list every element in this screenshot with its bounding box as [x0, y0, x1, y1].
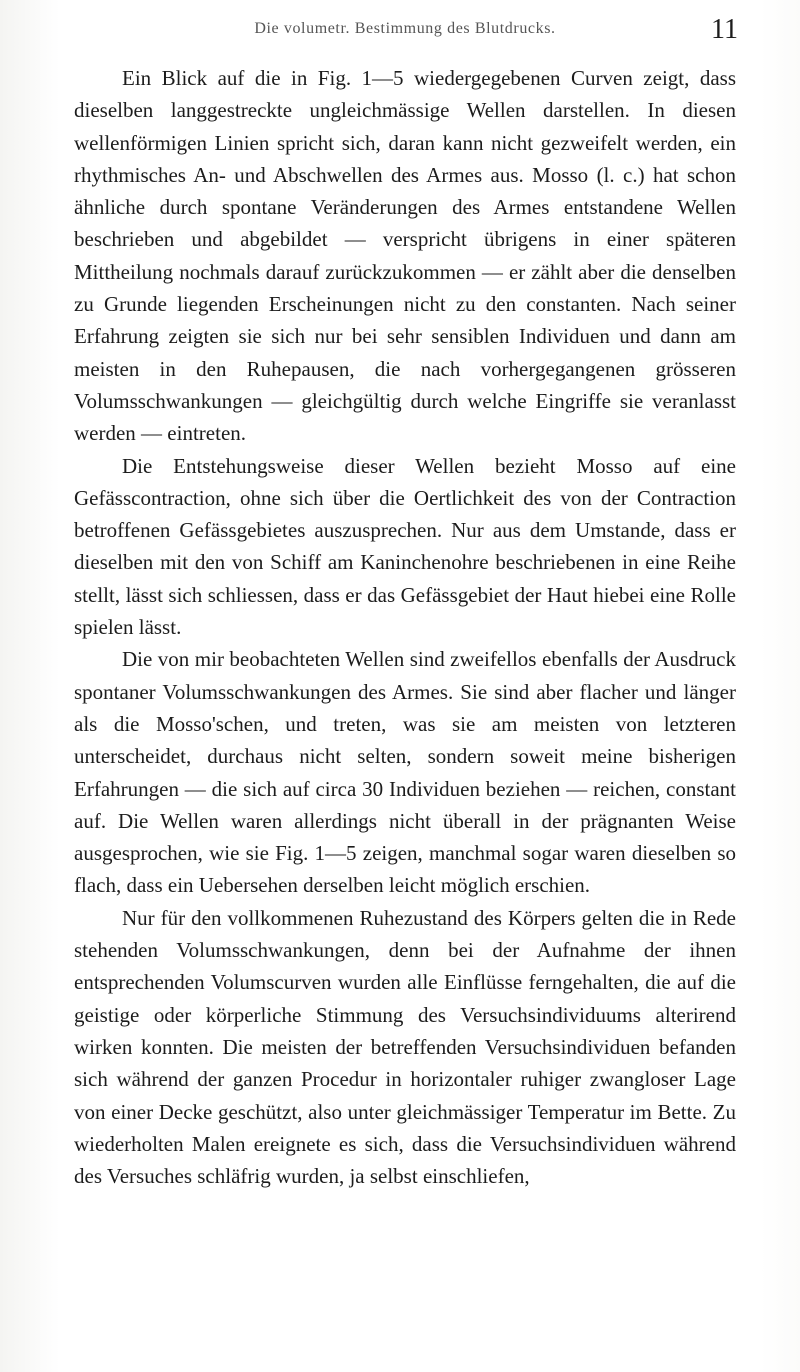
running-title: Die volumetr. Bestimmung des Blutdrucks.	[254, 20, 556, 37]
paragraph-curve-waves: Ein Blick auf die in Fig. 1—5 wiedergegebenen Curven zeigt, dass dieselben langgestreckte ungleichmässige Wellen darstellen. In diesen wellenförmigen Linien spricht sich, daran kann nicht gezweifelt werden, ein rhythmisches An- und Abschwellen des Armes aus. Mosso (l. c.) hat schon ähnliche durch spontane Veränderungen des Armes entstandene Wellen beschrieben und abgebildet — verspricht übrigens in einer späteren Mittheilung nochmals darauf zurückzukommen — er zählt aber die denselben zu Grunde liegenden Erscheinungen nicht zu den constanten. Nach seiner Erfahrung zeigten sie sich nur bei sehr sensiblen Individuen und dann am meisten in den Ruhepausen, die nach vorhergegangenen grösseren Volumsschwankungen — gleichgültig durch welche Eingriffe sie veranlasst werden — eintreten.	[74, 66, 736, 446]
paragraph-rest-state: Nur für den vollkommenen Ruhezustand des Körpers gelten die in Rede stehenden Volumsschwankungen, denn bei der Aufnahme der ihnen entsprechenden Volumscurven wurden alle Einflüsse ferngehalten, die auf die geistige oder körperliche Stimmung des Versuchsindividuums alterirend wirken konnten. Die meisten der betreffenden Versuchsindividuen befanden sich während der ganzen Procedur in horizontaler ruhiger zwangloser Lage von einer Decke geschützt, also unter gleichmässiger Temperatur im Bette. Zu wiederholten Malen ereignete es sich, dass die Versuchsindividuen während des Versuches schläfrig wurden, ja selbst einschliefen,	[74, 905, 736, 1189]
body-text	[74, 62, 736, 1192]
paragraph-own-observations: Die von mir beobachteten Wellen sind zweifellos ebenfalls der Ausdruck spontaner Volumsschwankungen des Armes. Sie sind aber flacher und länger als die Mosso'schen, und treten, was sie am meisten von letzteren unterscheidet, durchaus nicht selten, sondern soweit meine bisherigen Erfahrungen — die sich auf circa 30 Individuen beziehen — reichen, constant auf. Die Wellen waren allerdings nicht überall in der prägnanten Weise ausgesprochen, wie sie Fig. 1—5 zeigen, manchmal sogar waren dieselben so flach, dass ein Uebersehen derselben leicht möglich erschien.	[74, 647, 736, 898]
page-number: 11	[711, 14, 738, 45]
running-head	[70, 14, 740, 54]
paragraph-vessel-contraction: Die Entstehungsweise dieser Wellen bezieht Mosso auf eine Gefässcontraction, ohne sich über die Oertlichkeit des von der Contraction betroffenen Gefässgebietes auszusprechen. Nur aus dem Umstande, dass er dieselben mit den von Schiff am Kaninchenohre beschriebenen in eine Reihe stellt, lässt sich schliessen, dass er das Gefässgebiet der Haut hiebei eine Rolle spielen lässt.	[74, 453, 736, 640]
